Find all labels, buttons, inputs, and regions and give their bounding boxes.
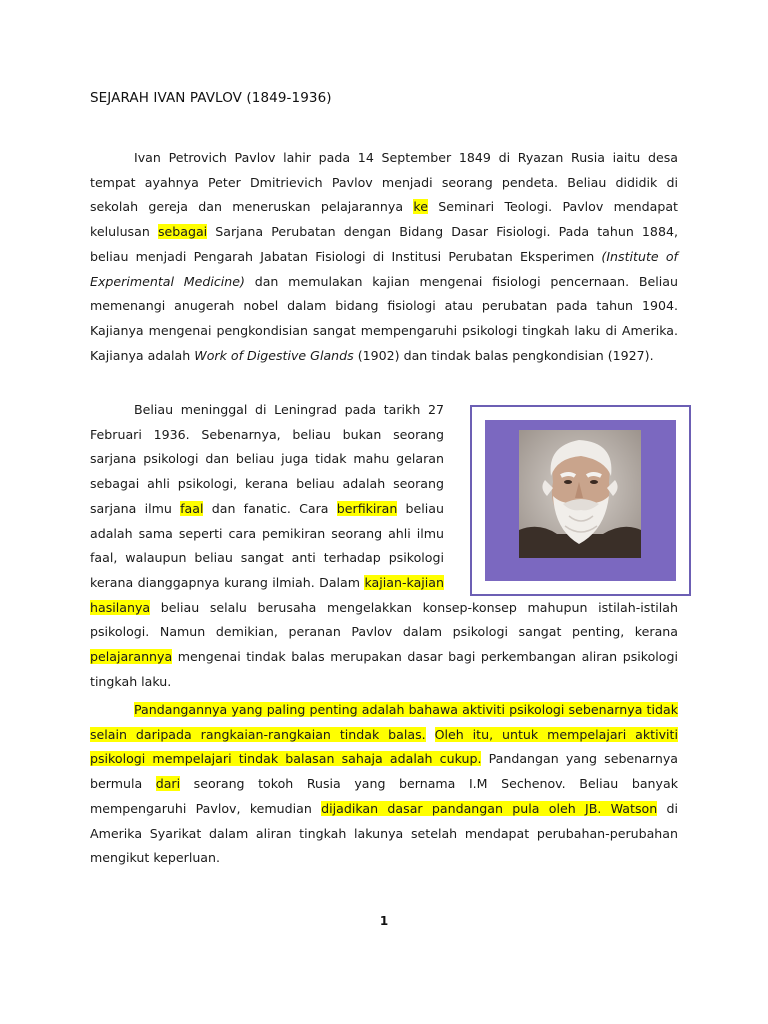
highlighted-text: dijadikan dasar pandangan pula oleh JB. Watson (321, 800, 658, 816)
text-run: Seminari Teologi. Pavlov mendapat kelulusan (90, 199, 678, 240)
text-run: (1902) dan tindak balas pengkondisian (1927). (353, 347, 654, 363)
highlighted-text: pelajarannya (90, 649, 173, 665)
text-run: dan memulakan kajian mengenai fisiologi pencernaan. Beliau memenangi anugerah nobel dalam bidang fisiologi atau perubatan pada tahun 1904. Kajianya mengenai pengkondisian sangat mempengaruhi psikologi tingkah laku di Amerika. Kajianya adalah (90, 273, 678, 363)
highlighted-text: kajian-kajian hasilanya (90, 574, 444, 615)
portrait-mat (485, 420, 676, 581)
text-run: Beliau meninggal di Leningrad pada tarikh 27 Februari 1936. Sebenarnya, beliau bukan seorang sarjana psikologi dan beliau juga tidak mahu gelaran sebagai ahli psikologi, kerana beliau adalah seorang sarjana ilmu (90, 402, 444, 516)
highlighted-text: ke (413, 199, 428, 215)
text-run: mengenai tindak balas merupakan dasar bagi perkembangan aliran psikologi tingkah laku. (90, 649, 678, 689)
document-title: SEJARAH IVAN PAVLOV (1849-1936) (90, 90, 332, 106)
text-run (426, 727, 435, 742)
paragraph-biography (90, 146, 678, 368)
text-run: Ivan Petrovich Pavlov lahir pada 14 September 1849 di Ryazan Rusia iaitu desa tempat ayahnya Peter Dmitrievich Pavlov menjadi seorang pendeta. Beliau dididik di sekolah gereja dan meneruskan pelajarannya (90, 150, 678, 215)
highlighted-text: Pandangannya yang paling penting adalah bahawa aktiviti psikologi sebenarnya tidak selain daripada rangkaian-rangkaian tindak balas. (90, 702, 678, 742)
text-run: dan fanatic. Cara (203, 500, 337, 516)
text-run: di Amerika Syarikat dalam aliran tingkah lakunya setelah mendapat perubahan-perubahan mengikut keperluan. (90, 800, 678, 866)
highlighted-text: Oleh itu, untuk mempelajari aktiviti psikologi mempelajari tindak balasan sahaja adalah cukup. (90, 726, 678, 767)
text-run: Pandangan yang sebenarnya bermula (90, 751, 678, 792)
text-run: beliau selalu berusaha mengelakkan konsep-konsep mahupun istilah-istilah psikologi. Namun demikian, peranan Pavlov dalam psikologi sangat penting, kerana (90, 599, 678, 640)
italic-text: (Institute of Experimental Medicine) (90, 248, 678, 289)
highlighted-text: sebagai (157, 224, 208, 240)
highlighted-text: dari (155, 776, 181, 792)
highlighted-text: berfikiran (336, 500, 398, 516)
portrait-figure (470, 405, 691, 596)
paragraph-views (90, 698, 678, 871)
text-run: Sarjana Perubatan dengan Bidang Dasar Fisiologi. Pada tahun 1884, beliau menjadi Pengarah Jabatan Fisiologi di Institusi Perubatan Eksperimen (90, 224, 678, 264)
text-run: beliau adalah sama seperti cara pemikiran seorang ahli ilmu faal, walaupun beliau sangat anti terhadap psikologi kerana dianggapnya kurang ilmiah. Dalam (90, 500, 444, 590)
highlighted-text: faal (180, 500, 204, 516)
italic-text: Work of Digestive Glands (194, 347, 354, 363)
text-run: seorang tokoh Rusia yang bernama I.M Sechenov. Beliau banyak mempengaruhi Pavlov, kemudian (90, 776, 678, 816)
page-number: 1 (379, 914, 389, 928)
portrait-photo-icon (519, 430, 641, 558)
